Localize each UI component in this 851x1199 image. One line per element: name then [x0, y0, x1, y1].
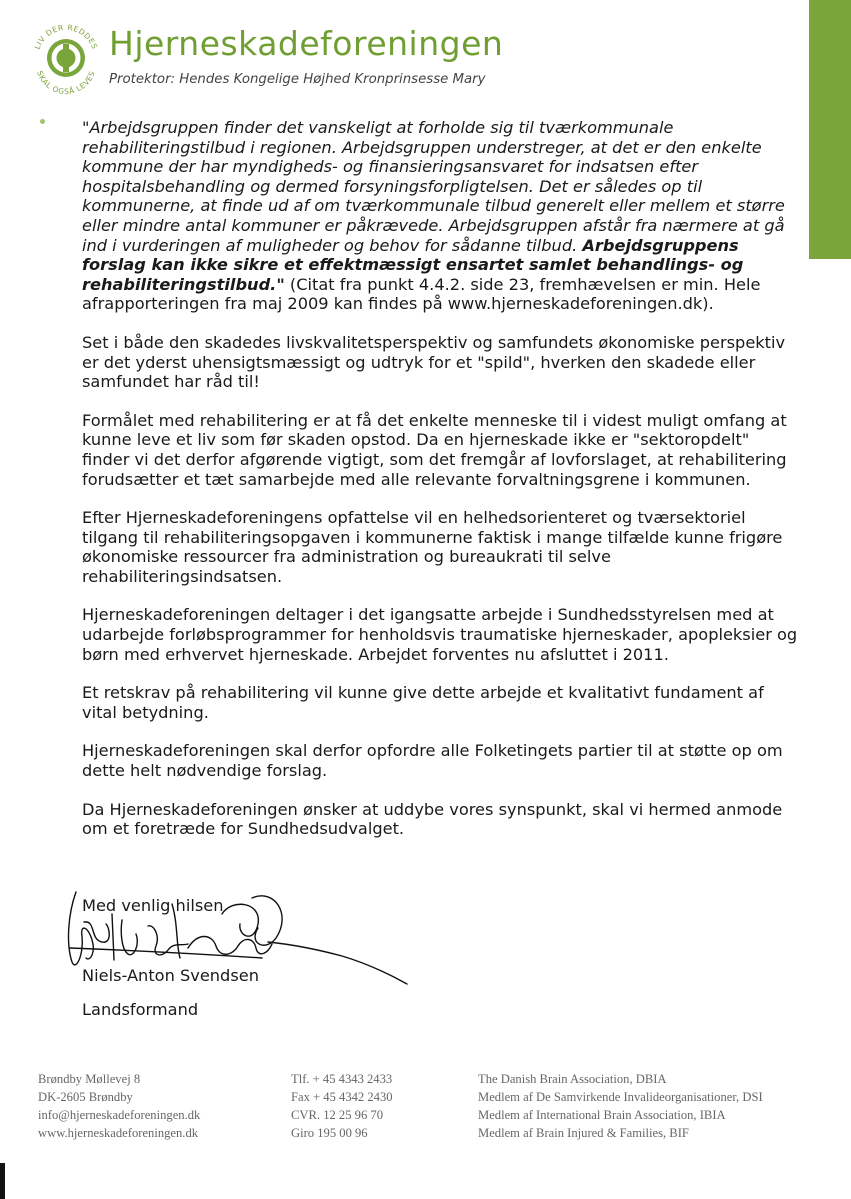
- svg-text:SKAL OGSÅ LEVES: SKAL OGSÅ LEVES: [35, 69, 97, 97]
- footer-giro: Giro 195 00 96: [291, 1126, 368, 1140]
- body-paragraph: Hjerneskadeforeningen skal derfor opfordre alle Folketingets partier til at støtte op om dette helt nødvendige forslag.: [82, 741, 783, 781]
- footer-email: info@hjerneskadeforeningen.dk: [38, 1108, 201, 1122]
- body-paragraph: Et retskrav på rehabilitering vil kunne give dette arbejde et kvalitativt fundament af vital betydning.: [82, 683, 764, 722]
- footer-address-line: DK-2605 Brøndby: [38, 1090, 133, 1104]
- footer-website: www.hjerneskadeforeningen.dk: [38, 1126, 199, 1140]
- footer-fax: Fax + 45 4342 2430: [291, 1090, 393, 1104]
- scan-edge-mark: [0, 1163, 5, 1199]
- body-paragraph: Da Hjerneskadeforeningen ønsker at uddybe vores synspunkt, skal vi hermed anmode om et foretræde for Sundhedsudvalget.: [82, 799, 783, 839]
- footer-membership: Medlem af De Samvirkende Invalideorganisationer, DSI: [478, 1090, 763, 1104]
- footer-address: [38, 1070, 200, 1142]
- signer-title: Landsformand: [82, 1000, 199, 1019]
- quote-paragraph: [82, 118, 798, 314]
- footer-contact: [291, 1070, 393, 1142]
- quote-citation: (Citat fra punkt 4.4.2. side 23, fremhævelsen er min. Hele afrapporteringen fra maj 2009 kan findes på www.hjerneskadeforeningen.dk).: [82, 274, 761, 314]
- footer-membership: Medlem af International Brain Association, IBIA: [478, 1108, 726, 1122]
- handwritten-signature: [62, 884, 422, 994]
- signer-name: Niels-Anton Svendsen: [82, 966, 259, 985]
- closing-greeting: Med venlig hilsen: [82, 896, 224, 915]
- footer-memberships: [478, 1070, 763, 1142]
- brain-association-logo-icon: [26, 18, 106, 98]
- quote-text: "Arbejdsgruppen finder det vanskeligt at forholde sig til tværkommunale rehabiliteringstilbud i regionen. Arbejdsgruppen understreger, at det er den enkelte kommune der har myndigheds- og finansieringsansvaret for indsatsen efter hospitalsbehandling og dermed forsyningsforpligtelsen. Det er således op til kommunerne, at finde ud af om tværkommunale tilbud generelt eller mellem et større eller mindre antal kommuner er påkrævede. Arbejdsgruppen afstår fra nærmere at gå ind i vurderingen af muligheder og behov for sådanne tilbud.: [82, 118, 785, 255]
- footer-membership: Medlem af Brain Injured & Families, BIF: [478, 1126, 689, 1140]
- letter-body: [82, 118, 798, 858]
- body-paragraph: Formålet med rehabilitering er at få det enkelte menneske til i videst muligt omfang at kunne leve et liv som før skaden opstod. Da en hjerneskade ikke er "sektoropdelt" finder vi det derfor afgørende vigtigt, som det fremgår af lovforslaget, at rehabilitering forudsætter et tæt samarbejde med alle relevante forvaltningsgrene i kommunen.: [82, 410, 787, 489]
- body-paragraph: Efter Hjerneskadeforeningens opfattelse vil en helhedsorienteret og tværsektoriel tilgang til rehabiliteringsopgaven i kommunerne faktisk i mange tilfælde kunne frigøre økonomiske ressourcer fra administration og bureaukrati til selve rehabiliteringsindsatsen.: [82, 508, 783, 586]
- protector-line: Protektor: Hendes Kongelige Højhed Kronprinsesse Mary: [109, 72, 486, 87]
- quote-emphasis: Arbejdsgruppens forslag kan ikke sikre et effektmæssigt ensartet samlet behandlings- og rehabiliteringstilbud.": [82, 235, 744, 294]
- svg-text:LIV DER REDDES: LIV DER REDDES: [32, 22, 100, 51]
- body-paragraph: Set i både den skadedes livskvalitetsperspektiv og samfundets økonomiske perspektiv er det yderst uhensigtsmæssigt og udtryk for et "spild", hverken den skadede eller samfundet har råd til!: [82, 332, 786, 392]
- bullet-dot: [40, 119, 45, 124]
- org-name: Hjerneskadeforeningen: [109, 24, 504, 63]
- body-paragraph: Hjerneskadeforeningen deltager i det igangsatte arbejde i Sundhedsstyrelsen med at udarbejde forløbsprogrammer for henholdsvis traumatiske hjerneskader, apopleksier og børn med erhvervet hjerneskade. Arbejdet forventes nu afsluttet i 2011.: [82, 605, 798, 664]
- footer-address-line: Brøndby Møllevej 8: [38, 1072, 141, 1086]
- footer-cvr: CVR. 12 25 96 70: [291, 1108, 384, 1122]
- footer-membership: The Danish Brain Association, DBIA: [478, 1072, 667, 1086]
- green-accent-bar: [809, 0, 851, 259]
- footer-phone: Tlf. + 45 4343 2433: [291, 1072, 393, 1086]
